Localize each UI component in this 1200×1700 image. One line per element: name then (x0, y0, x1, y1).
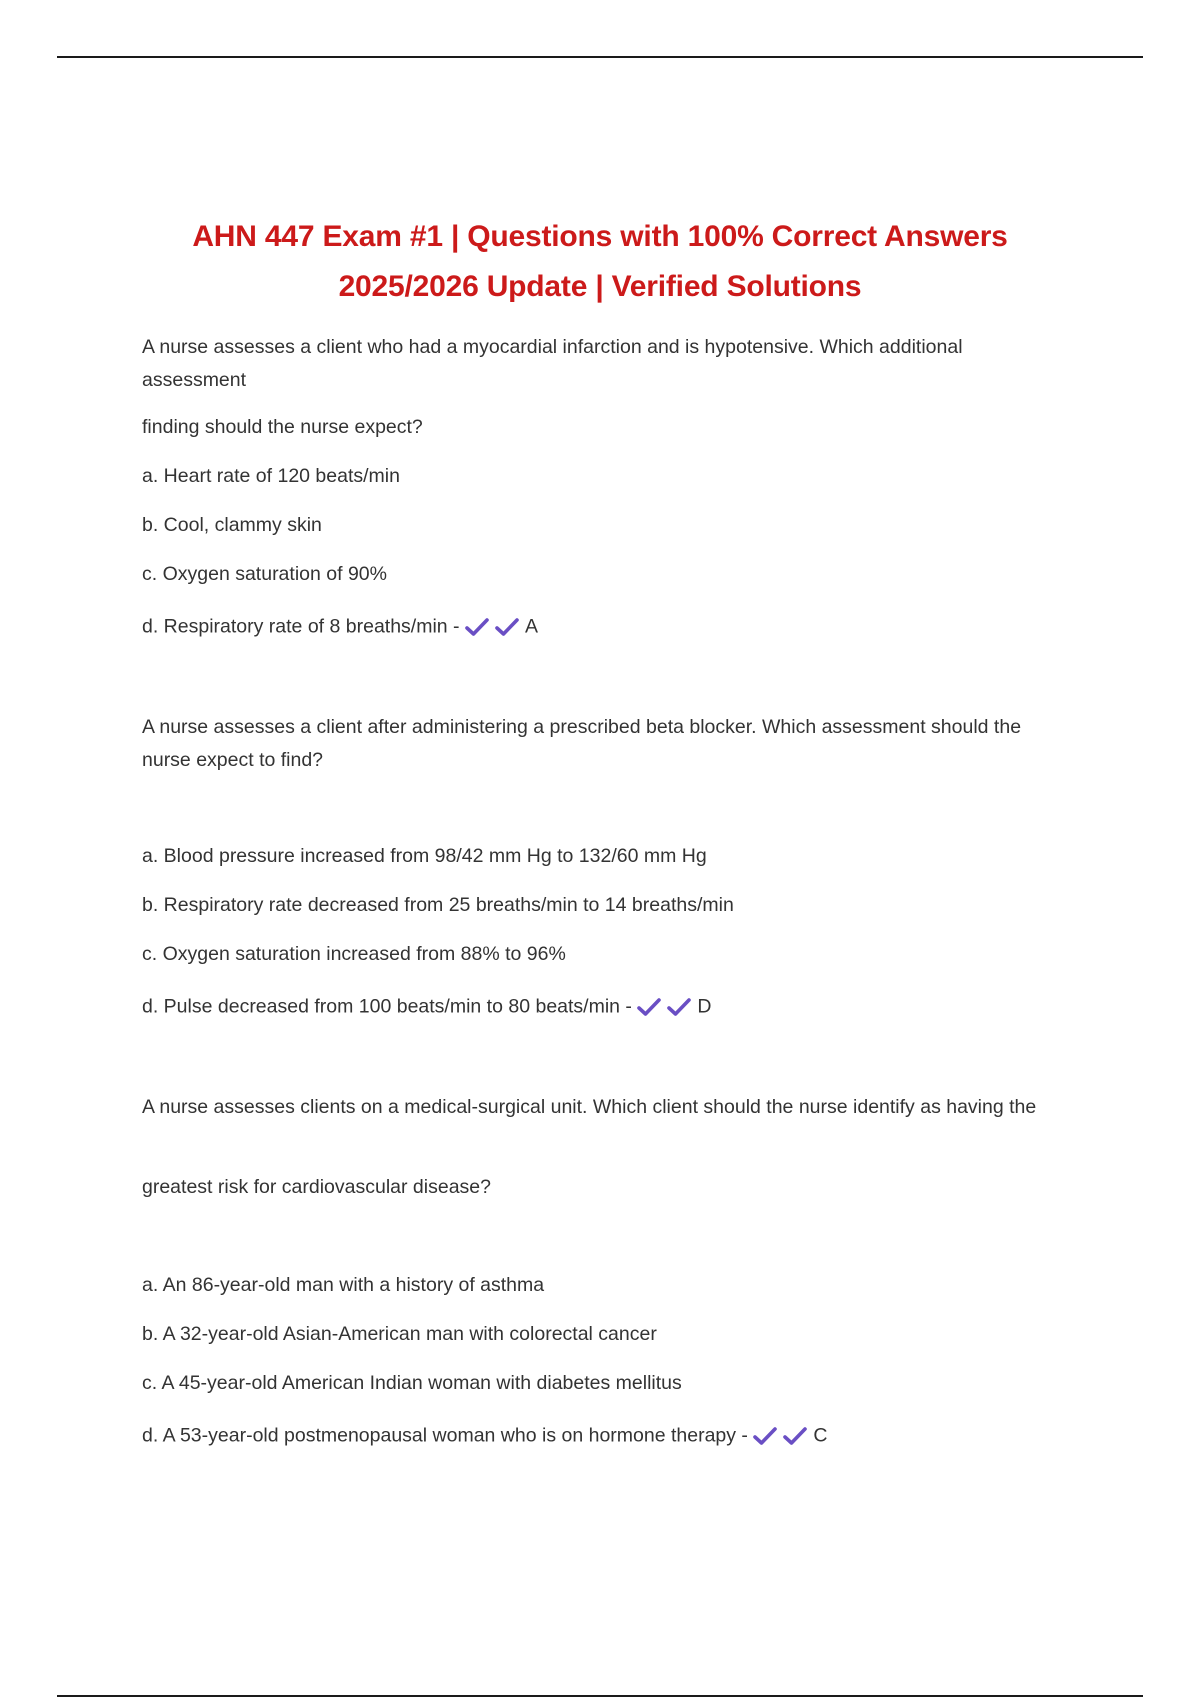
question-1-answer: A (524, 615, 538, 638)
question-2-option-a: a. Blood pressure increased from 98/42 mm Hg to 132/60 mm Hg (142, 845, 707, 867)
question-2-option-b: b. Respiratory rate decreased from 25 breaths/min to 14 breaths/min (142, 894, 734, 916)
question-3-option-a: a. An 86-year-old man with a history of asthma (142, 1274, 545, 1296)
question-3-stem-continued: greatest risk for cardiovascular disease? (142, 1176, 491, 1198)
question-1-option-b: b. Cool, clammy skin (142, 514, 322, 536)
question-3-option-b: b. A 32-year-old Asian-American man with colorectal cancer (142, 1323, 657, 1345)
footer-rule (57, 1695, 1143, 1697)
check-mark-icon (637, 997, 661, 1017)
header-rule (57, 56, 1143, 58)
question-1-stem-continued: finding should the nurse expect? (142, 416, 423, 438)
question-2-option-d (142, 990, 1062, 1023)
question-2-answer: D (697, 995, 712, 1018)
check-mark-icon (753, 1426, 777, 1446)
question-2-option-c: c. Oxygen saturation increased from 88% to 96% (142, 943, 566, 965)
document-title (100, 212, 1100, 312)
check-mark-icon (667, 997, 691, 1017)
question-3-option-d-text: d. A 53-year-old postmenopausal woman who is on hormone therapy - (142, 1424, 748, 1447)
question-1-option-a: a. Heart rate of 120 beats/min (142, 465, 400, 487)
question-3-stem: A nurse assesses clients on a medical-surgical unit. Which client should the nurse identify as having the (142, 1096, 1037, 1118)
question-1-option-d (142, 610, 1062, 643)
question-3-option-d (142, 1419, 1062, 1452)
question-2-stem: A nurse assesses a client after administering a prescribed beta blocker. Which assessment should the nurse expect to find? (142, 716, 1022, 771)
check-mark-icon (465, 617, 489, 637)
check-mark-icon (783, 1426, 807, 1446)
question-1-stem: A nurse assesses a client who had a myocardial infarction and is hypotensive. Which additional assessment (142, 336, 963, 391)
question-1-option-c: c. Oxygen saturation of 90% (142, 563, 387, 585)
title-line-1: AHN 447 Exam #1 | Questions with 100% Correct Answers (192, 220, 1008, 253)
question-2-option-d-text: d. Pulse decreased from 100 beats/min to 80 beats/min - (142, 995, 632, 1018)
question-3-option-c: c. A 45-year-old American Indian woman with diabetes mellitus (142, 1372, 682, 1394)
check-mark-icon (495, 617, 519, 637)
title-line-2: 2025/2026 Update | Verified Solutions (338, 270, 862, 303)
question-3-answer: C (813, 1424, 828, 1447)
question-1-option-d-text: d. Respiratory rate of 8 breaths/min - (142, 615, 460, 638)
